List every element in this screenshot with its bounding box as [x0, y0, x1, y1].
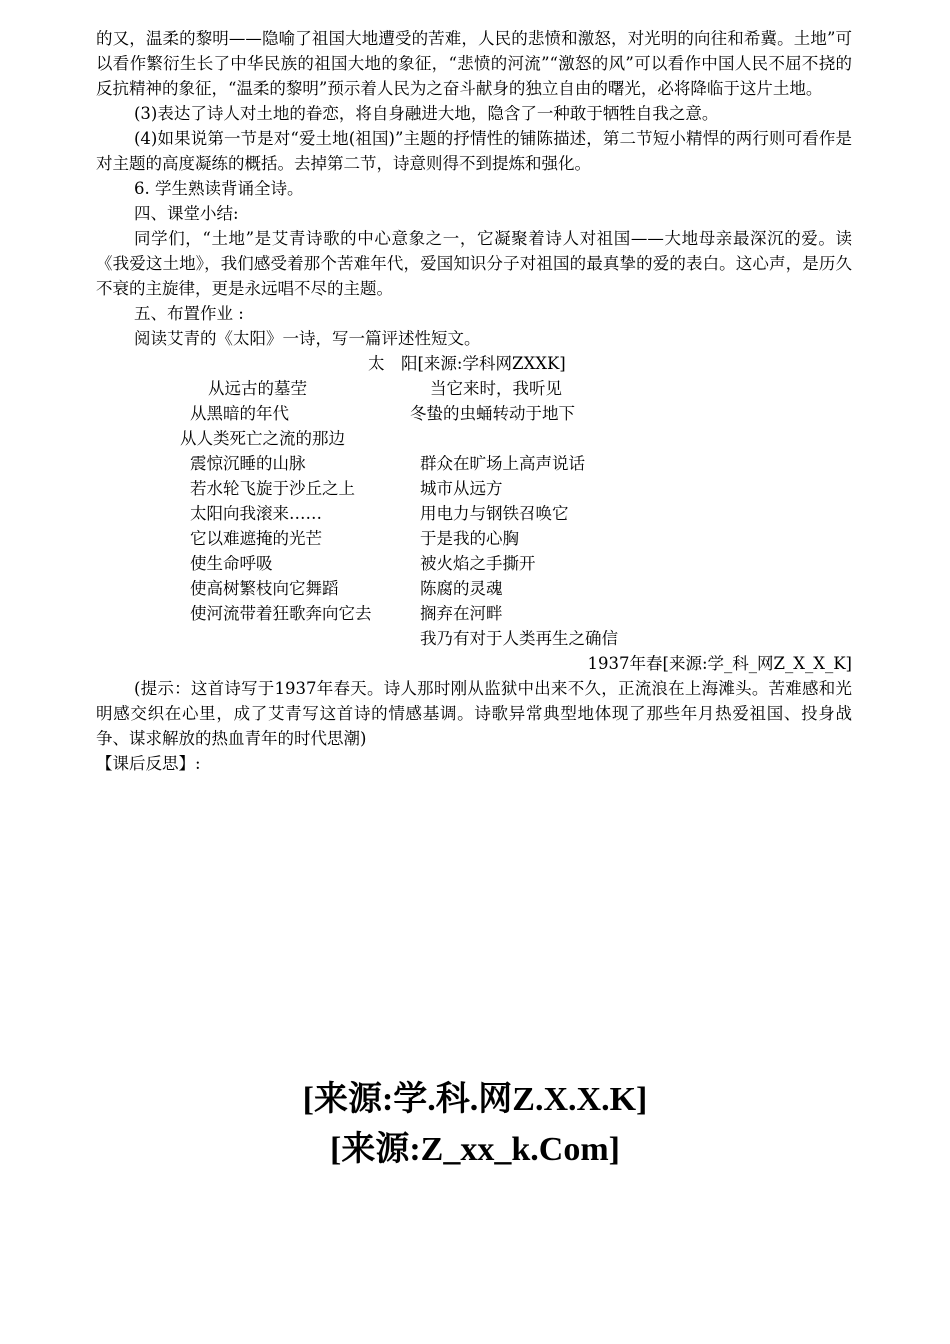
footer-source-2: [来源:Z_xx_k.Com]: [330, 1131, 620, 1168]
poem-title: 太 阳[来源:学科网ZXXK]: [368, 354, 566, 373]
poem-left-line: 使生命呼吸: [190, 554, 273, 573]
poem-left-line: 使高树繁枝向它舞蹈: [190, 579, 339, 598]
footer-sources: [0, 1075, 950, 1175]
poem-right-line: 用电力与钢铁召唤它: [420, 504, 569, 523]
poem-right-line: 当它来时，我听见: [430, 379, 562, 398]
poem-left-line: 震惊沉睡的山脉: [190, 454, 306, 473]
poem-left-line: 从远古的墓茔: [208, 379, 307, 398]
poem-right-line-last: 我乃有对于人类再生之确信: [420, 629, 618, 648]
paragraph-hint: (提示：这首诗写于1937年春天。诗人那时刚从监狱中出来不久，正流浪在上海滩头。苦难感和光明感交织在心里，成了艾青写这首诗的情感基调。诗歌异常典型地体现了那些年月热爱祖国、投身战争、谋求解放的热血青年的时代思潮): [96, 679, 852, 748]
poem-left-line: 从人类死亡之流的那边: [180, 429, 345, 448]
poem-left-line: 太阳向我滚来……: [190, 504, 322, 523]
section-heading-homework: 五、布置作业 :: [134, 304, 244, 323]
reflection-label: 【课后反思】:: [96, 754, 201, 773]
poem-right-line: 被火焰之手撕开: [420, 554, 536, 573]
paragraph-step-6: 6. 学生熟读背诵全诗。: [134, 179, 304, 198]
poem-right-line: 群众在旷场上高声说话: [420, 454, 585, 473]
paragraph-point-3: (3)表达了诗人对土地的眷恋，将自身融进大地，隐含了一种敢于牺牲自我之意。: [134, 104, 719, 123]
paragraph-continuation: 的又，温柔的黎明——隐喻了祖国大地遭受的苦难，人民的悲愤和激怒，对光明的向往和希冀。土地”可以看作繁衍生长了中华民族的祖国大地的象征，“悲愤的河流”“激怒的风”可以看作中国人民不屈不挠的反抗精神的象征，“温柔的黎明”预示着人民为之奋斗献身的独立自由的曙光，必将降临于这片土地。: [96, 29, 852, 98]
section-heading-summary: 四、课堂小结:: [134, 204, 239, 223]
poem-left-line: 它以难遮掩的光芒: [190, 529, 322, 548]
document-body: [96, 26, 852, 776]
poem-block: [96, 376, 852, 626]
poem-right-line: 城市从远方: [420, 479, 503, 498]
paragraph-point-4: (4)如果说第一节是对“爱土地(祖国)”主题的抒情性的铺陈描述，第二节短小精悍的两行则可看作是对主题的高度凝练的概括。去掉第二节，诗意则得不到提炼和强化。: [96, 129, 852, 173]
footer-source-1: [来源:学.科.网Z.X.X.K]: [302, 1081, 648, 1118]
poem-right-line: 冬蛰的虫蛹转动于地下: [410, 404, 575, 423]
poem-right-line: 搁弃在河畔: [420, 604, 503, 623]
poem-left-line: 从黑暗的年代: [190, 404, 289, 423]
poem-right-line: 陈腐的灵魂: [420, 579, 503, 598]
poem-left-line: 使河流带着狂歌奔向它去: [190, 604, 372, 623]
paragraph-summary: 同学们，“土地”是艾青诗歌的中心意象之一，它凝聚着诗人对祖国——大地母亲最深沉的爱。读《我爱这土地》，我们感受着那个苦难年代，爱国知识分子对祖国的最真挚的爱的表白。这心声，是历久不衰的主旋律，更是永远唱不尽的主题。: [96, 229, 852, 298]
poem-left-line: 若水轮飞旋于沙丘之上: [190, 479, 355, 498]
poem-date-source: 1937年春[来源:学_科_网Z_X_X_K]: [587, 654, 852, 673]
poem-right-line: 于是我的心胸: [420, 529, 519, 548]
paragraph-homework: 阅读艾青的《太阳》一诗，写一篇评述性短文。: [134, 329, 481, 348]
